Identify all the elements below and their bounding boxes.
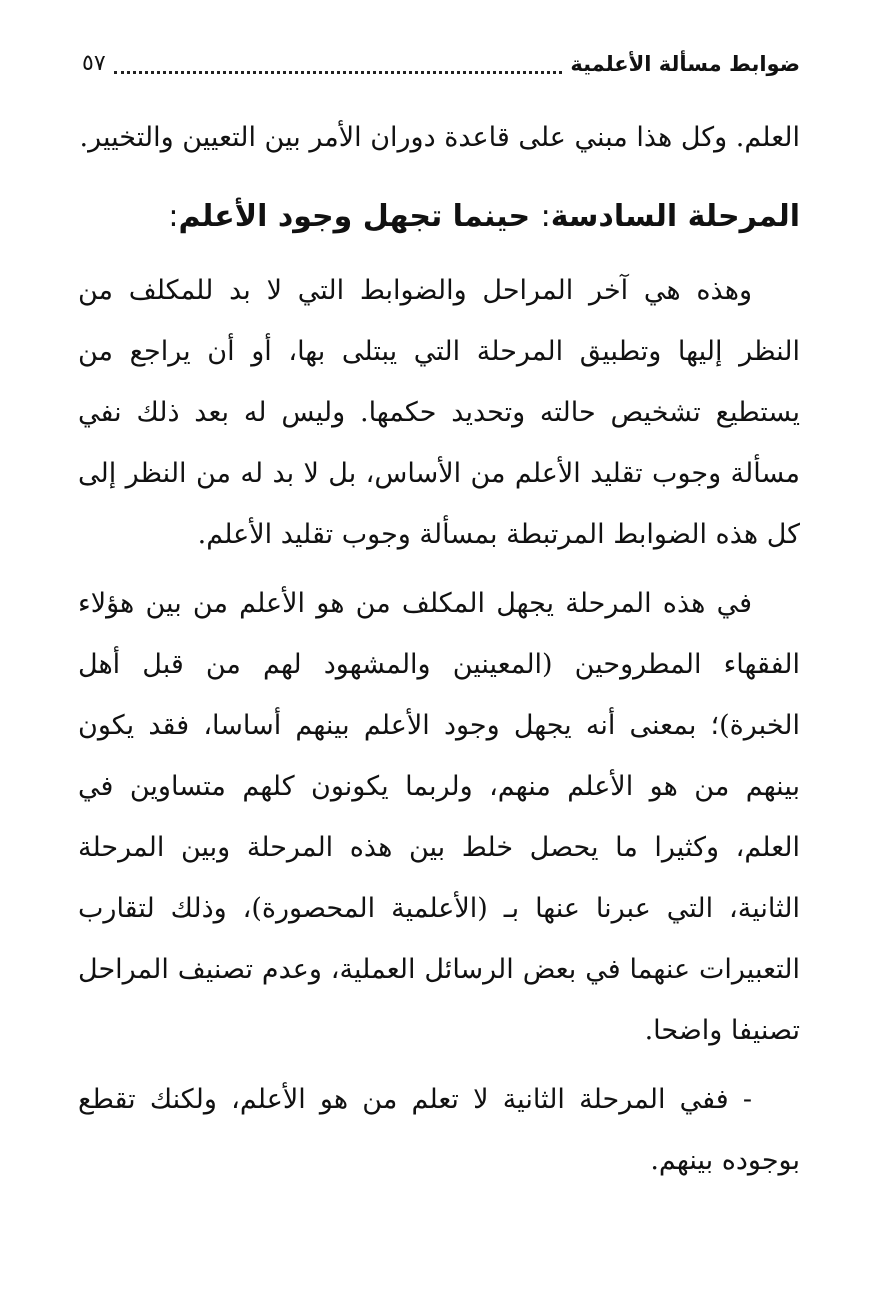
page-number: ٥٧ <box>82 51 106 76</box>
page-body <box>78 112 800 1191</box>
section-label: المرحلة السادسة <box>550 199 800 234</box>
paragraph-1: وهذه هي آخر المراحل والضوابط التي لا بد للمكلف من النظر إليها وتطبيق المرحلة التي يبتلى بها، أو أن يراجع من يستطيع تشخيص حالته وتحديد حكمها. وليس له بعد ذلك نفي مسألة وجوب تقليد الأعلم من الأساس، بل لا بد له من النظر إلى كل هذه الضوابط المرتبطة بمسألة وجوب تقليد الأعلم. <box>78 275 800 550</box>
intro-line: العلم. وكل هذا مبني على قاعدة دوران الأمر بين التعيين والتخيير. <box>79 122 800 153</box>
section-title: حينما تجهل وجود الأعلم <box>178 199 531 234</box>
section-trailing-colon: : <box>168 199 179 234</box>
running-header <box>82 44 800 84</box>
paragraph-3: - ففي المرحلة الثانية لا تعلم من هو الأعلم، ولكنك تقطع بوجوده بينهم. <box>78 1084 800 1176</box>
section-heading <box>78 184 800 250</box>
dotted-leader <box>114 71 563 74</box>
paragraph-2: في هذه المرحلة يجهل المكلف من هو الأعلم من بين هؤلاء الفقهاء المطروحين (المعينين والمشهود لهم من قبل أهل الخبرة)؛ بمعنى أنه يجهل وجود الأعلم بينهم أساسا، فقد يكون بينهم من هو الأعلم منهم، ولربما يكونون كلهم متساوين في العلم، وكثيرا ما يحصل خلط بين هذه المرحلة وبين المرحلة الثانية، التي عبرنا عنها بـ (الأعلمية المحصورة)، وذلك لتقارب التعبيرات عنهما في بعض الرسائل العملية، وعدم تصنيف المراحل تصنيفا واضحا. <box>78 588 800 1046</box>
running-header-title: ضوابط مسألة الأعلمية <box>570 52 800 76</box>
section-colon: : <box>540 199 551 234</box>
